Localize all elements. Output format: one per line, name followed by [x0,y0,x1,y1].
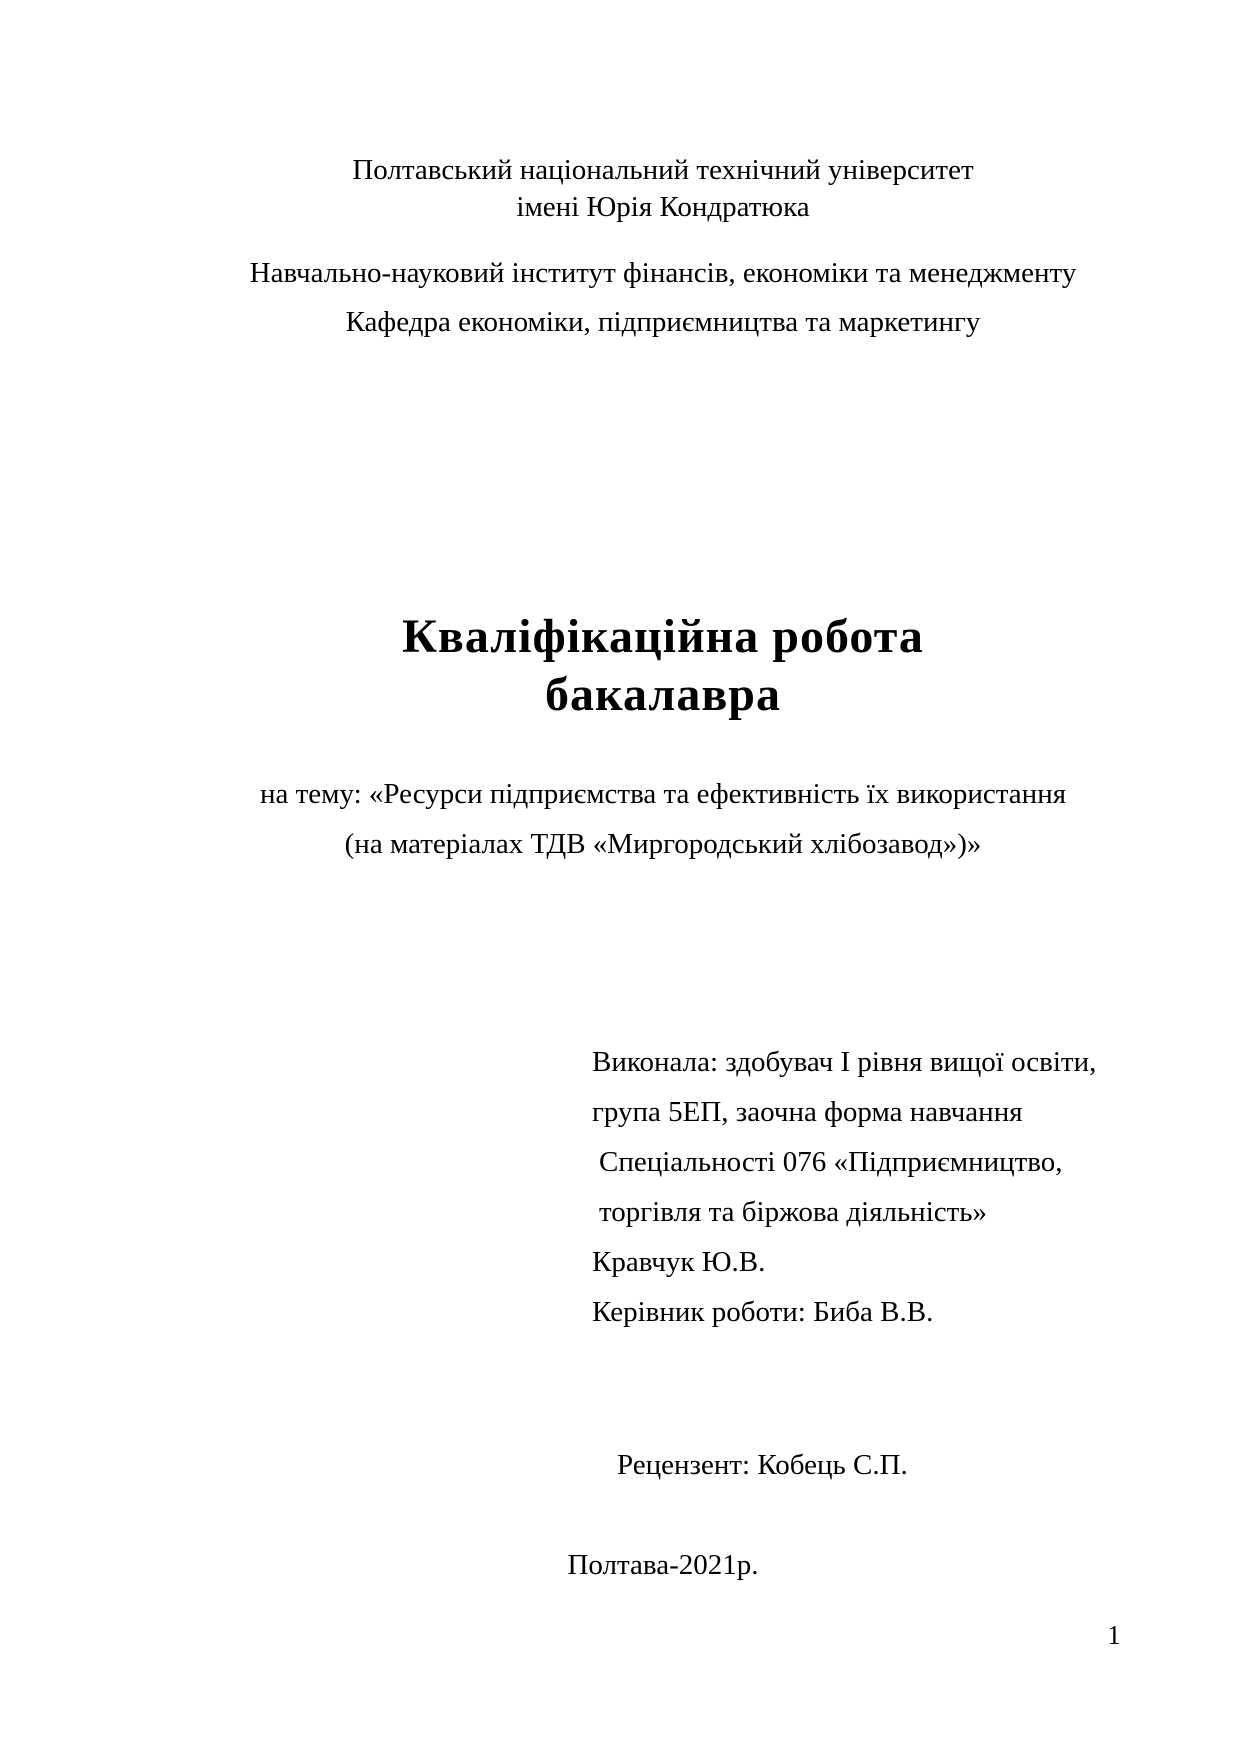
topic-line2: (на матеріалах ТДВ «Миргородський хлібозавод»)» [344,828,982,860]
performer-line: група 5ЕП, заочна форма навчання [592,1096,1023,1128]
institute-line: Навчально-науковий інститут фінансів, економіки та менеджменту [249,257,1077,289]
work-title-line2: бакалавра [545,668,781,721]
performer-line: торгівля та біржова діяльність» [599,1196,988,1228]
supervisor-line: Керівник роботи: Биба В.В. [592,1296,934,1328]
performer-block [592,1037,1096,1337]
department-line: Кафедра економіки, підприємництва та маркетингу [345,306,981,338]
topic-block [106,769,1220,869]
page-number: 1 [1107,1620,1121,1650]
work-title [106,608,1220,724]
performer-line: Виконала: здобувач І рівня вищої освіти, [592,1046,1097,1078]
performer-line: Спеціальності 076 «Підприємництво, [599,1146,1063,1178]
performer-name-line: Кравчук Ю.В. [592,1246,766,1278]
university-name-line2: імені Юрія Кондратюка [516,191,810,223]
header-block [106,152,1220,341]
work-title-line1: Кваліфікаційна робота [402,610,924,663]
topic-line1: на тему: «Ресурси підприємства та ефективність їх використання [259,778,1067,810]
university-name-line1: Полтавський національний технічний університет [352,154,974,186]
city-year-line: Полтава-2021р. [567,1549,759,1581]
reviewer-line: Рецензент: Кобець С.П. [617,1449,908,1481]
